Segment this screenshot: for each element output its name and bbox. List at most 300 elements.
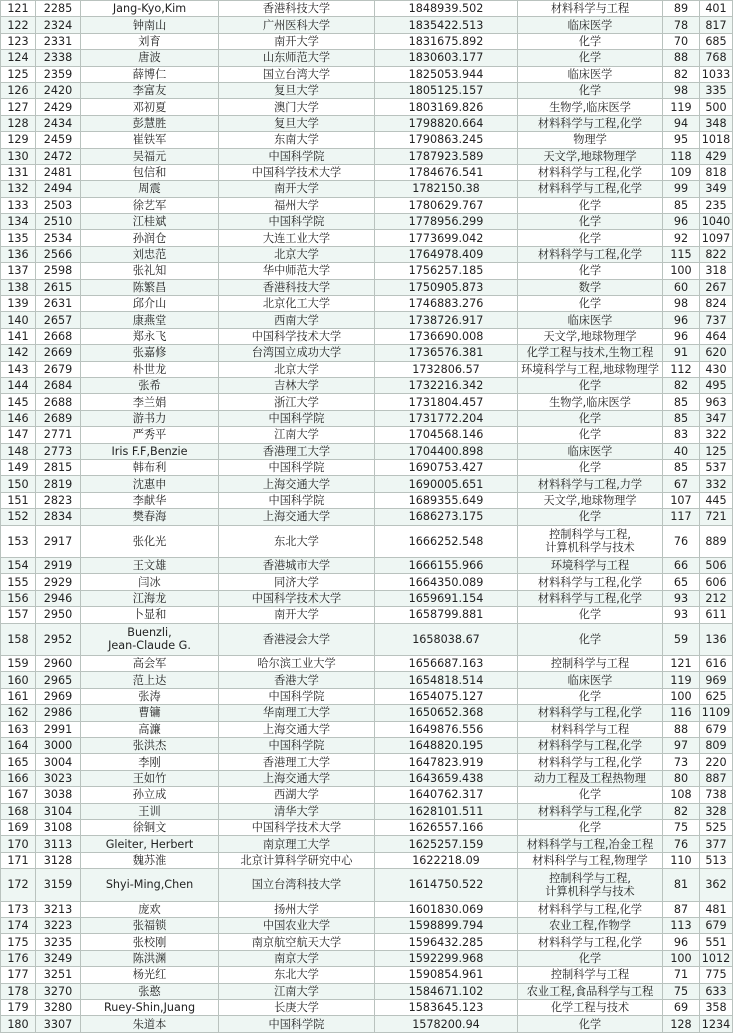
value-b-cell: 401 bbox=[700, 1, 733, 17]
score-cell: 1650652.368 bbox=[375, 705, 518, 721]
rank-cell: 144 bbox=[1, 377, 36, 393]
table-row bbox=[1, 263, 733, 279]
id-cell: 2679 bbox=[36, 361, 81, 377]
table-row bbox=[1, 999, 733, 1015]
value-a-cell: 96 bbox=[663, 312, 700, 328]
value-a-cell: 100 bbox=[663, 263, 700, 279]
id-cell: 3223 bbox=[36, 918, 81, 934]
institution-cell: 江南大学 bbox=[219, 983, 375, 999]
name-cell: 高濂 bbox=[81, 721, 219, 737]
table-row bbox=[1, 918, 733, 934]
name-cell: 李献华 bbox=[81, 492, 219, 508]
value-b-cell: 430 bbox=[700, 361, 733, 377]
table-row bbox=[1, 246, 733, 262]
table-row bbox=[1, 410, 733, 426]
id-cell: 2815 bbox=[36, 459, 81, 475]
name-cell: 徐铜文 bbox=[81, 819, 219, 835]
value-a-cell: 85 bbox=[663, 459, 700, 475]
value-b-cell: 506 bbox=[700, 558, 733, 574]
rank-cell: 136 bbox=[1, 246, 36, 262]
value-b-cell: 348 bbox=[700, 115, 733, 131]
name-cell: 樊春海 bbox=[81, 509, 219, 525]
value-a-cell: 98 bbox=[663, 296, 700, 312]
score-cell: 1658799.881 bbox=[375, 607, 518, 623]
value-a-cell: 65 bbox=[663, 574, 700, 590]
field-cell: 材料科学与工程 bbox=[518, 721, 663, 737]
name-cell: 张嘉修 bbox=[81, 345, 219, 361]
rank-cell: 175 bbox=[1, 934, 36, 950]
id-cell: 3235 bbox=[36, 934, 81, 950]
score-cell: 1746883.276 bbox=[375, 296, 518, 312]
rank-cell: 126 bbox=[1, 82, 36, 98]
field-cell: 环境科学与工程 bbox=[518, 558, 663, 574]
field-cell: 化学 bbox=[518, 509, 663, 525]
institution-cell: 复旦大学 bbox=[219, 115, 375, 131]
institution-cell: 上海交通大学 bbox=[219, 476, 375, 492]
value-a-cell: 96 bbox=[663, 934, 700, 950]
score-cell: 1848939.502 bbox=[375, 1, 518, 17]
score-cell: 1648820.195 bbox=[375, 738, 518, 754]
value-b-cell: 335 bbox=[700, 82, 733, 98]
institution-cell: 广州医科大学 bbox=[219, 17, 375, 33]
value-a-cell: 40 bbox=[663, 443, 700, 459]
field-cell: 物理学 bbox=[518, 132, 663, 148]
field-cell: 控制科学与工程 bbox=[518, 656, 663, 672]
table-row bbox=[1, 738, 733, 754]
field-cell: 化学工程与技术,生物工程 bbox=[518, 345, 663, 361]
id-cell: 2429 bbox=[36, 99, 81, 115]
value-b-cell: 963 bbox=[700, 394, 733, 410]
score-cell: 1654818.514 bbox=[375, 672, 518, 688]
name-cell: 郑永飞 bbox=[81, 328, 219, 344]
field-cell: 化学 bbox=[518, 787, 663, 803]
value-b-cell: 125 bbox=[700, 443, 733, 459]
score-cell: 1756257.185 bbox=[375, 263, 518, 279]
id-cell: 2969 bbox=[36, 688, 81, 704]
value-a-cell: 117 bbox=[663, 509, 700, 525]
rank-cell: 128 bbox=[1, 115, 36, 131]
score-cell: 1778956.299 bbox=[375, 214, 518, 230]
name-cell: 王文雄 bbox=[81, 558, 219, 574]
score-cell: 1659691.154 bbox=[375, 590, 518, 606]
field-cell: 化学 bbox=[518, 427, 663, 443]
value-a-cell: 121 bbox=[663, 656, 700, 672]
value-b-cell: 322 bbox=[700, 427, 733, 443]
score-cell: 1686273.175 bbox=[375, 509, 518, 525]
table-row bbox=[1, 770, 733, 786]
value-b-cell: 513 bbox=[700, 852, 733, 868]
institution-cell: 同济大学 bbox=[219, 574, 375, 590]
institution-cell: 山东师范大学 bbox=[219, 50, 375, 66]
institution-cell: 南开大学 bbox=[219, 33, 375, 49]
value-a-cell: 67 bbox=[663, 476, 700, 492]
value-b-cell: 611 bbox=[700, 607, 733, 623]
table-row bbox=[1, 623, 733, 656]
rank-cell: 176 bbox=[1, 950, 36, 966]
rank-cell: 133 bbox=[1, 197, 36, 213]
id-cell: 2689 bbox=[36, 410, 81, 426]
rank-cell: 177 bbox=[1, 967, 36, 983]
value-b-cell: 349 bbox=[700, 181, 733, 197]
id-cell: 2950 bbox=[36, 607, 81, 623]
institution-cell: 复旦大学 bbox=[219, 82, 375, 98]
table-row bbox=[1, 17, 733, 33]
rank-cell: 160 bbox=[1, 672, 36, 688]
score-cell: 1805125.157 bbox=[375, 82, 518, 98]
id-cell: 2991 bbox=[36, 721, 81, 737]
table-row bbox=[1, 115, 733, 131]
score-cell: 1658038.67 bbox=[375, 623, 518, 656]
value-a-cell: 85 bbox=[663, 197, 700, 213]
value-b-cell: 445 bbox=[700, 492, 733, 508]
institution-cell: 香港浸会大学 bbox=[219, 623, 375, 656]
institution-cell: 中国科学院 bbox=[219, 410, 375, 426]
institution-cell: 上海交通大学 bbox=[219, 721, 375, 737]
table-row bbox=[1, 950, 733, 966]
name-cell: 韩布利 bbox=[81, 459, 219, 475]
score-cell: 1625257.159 bbox=[375, 836, 518, 852]
value-a-cell: 128 bbox=[663, 1016, 700, 1032]
table-row bbox=[1, 705, 733, 721]
rank-cell: 139 bbox=[1, 296, 36, 312]
rank-cell: 179 bbox=[1, 999, 36, 1015]
table-row bbox=[1, 50, 733, 66]
score-cell: 1601830.069 bbox=[375, 901, 518, 917]
institution-cell: 中国科学技术大学 bbox=[219, 590, 375, 606]
field-cell: 化学工程与技术 bbox=[518, 999, 663, 1015]
rank-cell: 142 bbox=[1, 345, 36, 361]
rank-cell: 155 bbox=[1, 574, 36, 590]
rank-cell: 173 bbox=[1, 901, 36, 917]
value-b-cell: 768 bbox=[700, 50, 733, 66]
field-cell: 材料科学与工程,化学 bbox=[518, 246, 663, 262]
id-cell: 2615 bbox=[36, 279, 81, 295]
id-cell: 2503 bbox=[36, 197, 81, 213]
name-cell: 高会军 bbox=[81, 656, 219, 672]
score-cell: 1664350.089 bbox=[375, 574, 518, 590]
name-cell: 朴世龙 bbox=[81, 361, 219, 377]
id-cell: 2669 bbox=[36, 345, 81, 361]
table-row bbox=[1, 296, 733, 312]
value-b-cell: 889 bbox=[700, 525, 733, 558]
institution-cell: 大连工业大学 bbox=[219, 230, 375, 246]
institution-cell: 香港理工大学 bbox=[219, 754, 375, 770]
id-cell: 3108 bbox=[36, 819, 81, 835]
institution-cell: 中国科学院 bbox=[219, 1016, 375, 1032]
value-a-cell: 59 bbox=[663, 623, 700, 656]
name-cell: 张洪杰 bbox=[81, 738, 219, 754]
value-b-cell: 358 bbox=[700, 999, 733, 1015]
id-cell: 3159 bbox=[36, 869, 81, 902]
field-cell: 材料科学与工程,化学 bbox=[518, 590, 663, 606]
value-a-cell: 80 bbox=[663, 770, 700, 786]
id-cell: 2929 bbox=[36, 574, 81, 590]
name-cell: 江桂斌 bbox=[81, 214, 219, 230]
field-cell: 临床医学 bbox=[518, 66, 663, 82]
field-cell: 控制科学与工程, 计算机科学与技术 bbox=[518, 869, 663, 902]
value-a-cell: 75 bbox=[663, 983, 700, 999]
score-cell: 1666155.966 bbox=[375, 558, 518, 574]
name-cell: 孙润仓 bbox=[81, 230, 219, 246]
name-cell: 魏苏淮 bbox=[81, 852, 219, 868]
field-cell: 材料科学与工程,化学 bbox=[518, 738, 663, 754]
value-a-cell: 81 bbox=[663, 869, 700, 902]
field-cell: 农业工程,作物学 bbox=[518, 918, 663, 934]
institution-cell: 吉林大学 bbox=[219, 377, 375, 393]
name-cell: 王如竹 bbox=[81, 770, 219, 786]
value-b-cell: 775 bbox=[700, 967, 733, 983]
id-cell: 2688 bbox=[36, 394, 81, 410]
table-row bbox=[1, 279, 733, 295]
table-row bbox=[1, 66, 733, 82]
value-a-cell: 78 bbox=[663, 17, 700, 33]
rank-cell: 158 bbox=[1, 623, 36, 656]
table-row bbox=[1, 934, 733, 950]
rank-cell: 137 bbox=[1, 263, 36, 279]
field-cell: 化学 bbox=[518, 214, 663, 230]
table-row bbox=[1, 590, 733, 606]
field-cell: 化学 bbox=[518, 459, 663, 475]
name-cell: 康燕堂 bbox=[81, 312, 219, 328]
table-row bbox=[1, 197, 733, 213]
institution-cell: 香港大学 bbox=[219, 672, 375, 688]
name-cell: Jang-Kyo,Kim bbox=[81, 1, 219, 17]
id-cell: 2917 bbox=[36, 525, 81, 558]
value-b-cell: 737 bbox=[700, 312, 733, 328]
value-b-cell: 1109 bbox=[700, 705, 733, 721]
institution-cell: 哈尔滨工业大学 bbox=[219, 656, 375, 672]
field-cell: 材料科学与工程,化学 bbox=[518, 115, 663, 131]
score-cell: 1690753.427 bbox=[375, 459, 518, 475]
value-b-cell: 495 bbox=[700, 377, 733, 393]
value-b-cell: 318 bbox=[700, 263, 733, 279]
score-cell: 1647823.919 bbox=[375, 754, 518, 770]
institution-cell: 中国科学院 bbox=[219, 492, 375, 508]
field-cell: 化学 bbox=[518, 377, 663, 393]
name-cell: 张福锁 bbox=[81, 918, 219, 934]
value-a-cell: 85 bbox=[663, 410, 700, 426]
value-a-cell: 89 bbox=[663, 1, 700, 17]
table-row bbox=[1, 574, 733, 590]
value-a-cell: 69 bbox=[663, 999, 700, 1015]
id-cell: 2965 bbox=[36, 672, 81, 688]
field-cell: 临床医学 bbox=[518, 672, 663, 688]
name-cell: 刘育 bbox=[81, 33, 219, 49]
value-a-cell: 95 bbox=[663, 132, 700, 148]
rank-cell: 167 bbox=[1, 787, 36, 803]
score-cell: 1764978.409 bbox=[375, 246, 518, 262]
id-cell: 2773 bbox=[36, 443, 81, 459]
value-a-cell: 66 bbox=[663, 558, 700, 574]
institution-cell: 上海交通大学 bbox=[219, 509, 375, 525]
id-cell: 2657 bbox=[36, 312, 81, 328]
value-b-cell: 809 bbox=[700, 738, 733, 754]
table-row bbox=[1, 328, 733, 344]
value-a-cell: 113 bbox=[663, 918, 700, 934]
name-cell: 王训 bbox=[81, 803, 219, 819]
rank-cell: 169 bbox=[1, 819, 36, 835]
id-cell: 3038 bbox=[36, 787, 81, 803]
id-cell: 2459 bbox=[36, 132, 81, 148]
field-cell: 化学 bbox=[518, 82, 663, 98]
institution-cell: 中国科学院 bbox=[219, 738, 375, 754]
rank-cell: 132 bbox=[1, 181, 36, 197]
table-row bbox=[1, 1, 733, 17]
score-cell: 1704568.146 bbox=[375, 427, 518, 443]
table-row bbox=[1, 82, 733, 98]
value-b-cell: 1012 bbox=[700, 950, 733, 966]
field-cell: 控制科学与工程, 计算机科学与技术 bbox=[518, 525, 663, 558]
institution-cell: 清华大学 bbox=[219, 803, 375, 819]
score-cell: 1773699.042 bbox=[375, 230, 518, 246]
table-row bbox=[1, 214, 733, 230]
name-cell: 张希 bbox=[81, 377, 219, 393]
score-cell: 1780629.767 bbox=[375, 197, 518, 213]
value-a-cell: 71 bbox=[663, 967, 700, 983]
name-cell: 范上达 bbox=[81, 672, 219, 688]
name-cell: 张校刚 bbox=[81, 934, 219, 950]
value-b-cell: 212 bbox=[700, 590, 733, 606]
institution-cell: 国立台湾大学 bbox=[219, 66, 375, 82]
value-b-cell: 633 bbox=[700, 983, 733, 999]
score-cell: 1731804.457 bbox=[375, 394, 518, 410]
field-cell: 生物学,临床医学 bbox=[518, 99, 663, 115]
value-a-cell: 82 bbox=[663, 803, 700, 819]
value-b-cell: 235 bbox=[700, 197, 733, 213]
institution-cell: 南开大学 bbox=[219, 607, 375, 623]
table-row bbox=[1, 787, 733, 803]
rank-cell: 149 bbox=[1, 459, 36, 475]
institution-cell: 南京航空航天大学 bbox=[219, 934, 375, 950]
value-a-cell: 118 bbox=[663, 148, 700, 164]
value-b-cell: 620 bbox=[700, 345, 733, 361]
value-a-cell: 107 bbox=[663, 492, 700, 508]
id-cell: 2771 bbox=[36, 427, 81, 443]
value-a-cell: 99 bbox=[663, 181, 700, 197]
field-cell: 化学 bbox=[518, 410, 663, 426]
score-cell: 1584671.102 bbox=[375, 983, 518, 999]
table-row bbox=[1, 558, 733, 574]
id-cell: 2434 bbox=[36, 115, 81, 131]
table-row bbox=[1, 148, 733, 164]
value-b-cell: 822 bbox=[700, 246, 733, 262]
name-cell: 李富友 bbox=[81, 82, 219, 98]
institution-cell: 香港科技大学 bbox=[219, 1, 375, 17]
table-row bbox=[1, 33, 733, 49]
value-b-cell: 362 bbox=[700, 869, 733, 902]
id-cell: 3113 bbox=[36, 836, 81, 852]
id-cell: 2338 bbox=[36, 50, 81, 66]
score-cell: 1628101.511 bbox=[375, 803, 518, 819]
name-cell: 朱道本 bbox=[81, 1016, 219, 1032]
score-cell: 1803169.826 bbox=[375, 99, 518, 115]
id-cell: 2823 bbox=[36, 492, 81, 508]
table-row bbox=[1, 656, 733, 672]
score-cell: 1704400.898 bbox=[375, 443, 518, 459]
table-row bbox=[1, 312, 733, 328]
name-cell: 包信和 bbox=[81, 164, 219, 180]
value-b-cell: 328 bbox=[700, 803, 733, 819]
value-a-cell: 119 bbox=[663, 672, 700, 688]
table-row bbox=[1, 99, 733, 115]
table-row bbox=[1, 803, 733, 819]
score-cell: 1825053.944 bbox=[375, 66, 518, 82]
value-a-cell: 75 bbox=[663, 819, 700, 835]
value-a-cell: 76 bbox=[663, 836, 700, 852]
value-a-cell: 70 bbox=[663, 33, 700, 49]
name-cell: 陈繁昌 bbox=[81, 279, 219, 295]
id-cell: 3307 bbox=[36, 1016, 81, 1032]
value-a-cell: 96 bbox=[663, 214, 700, 230]
value-b-cell: 429 bbox=[700, 148, 733, 164]
value-b-cell: 1018 bbox=[700, 132, 733, 148]
value-a-cell: 100 bbox=[663, 688, 700, 704]
score-cell: 1654075.127 bbox=[375, 688, 518, 704]
id-cell: 3000 bbox=[36, 738, 81, 754]
score-cell: 1736690.008 bbox=[375, 328, 518, 344]
table-row bbox=[1, 427, 733, 443]
field-cell: 临床医学 bbox=[518, 17, 663, 33]
field-cell: 材料科学与工程,化学 bbox=[518, 901, 663, 917]
rank-cell: 161 bbox=[1, 688, 36, 704]
rank-cell: 130 bbox=[1, 148, 36, 164]
institution-cell: 台湾国立成功大学 bbox=[219, 345, 375, 361]
score-cell: 1626557.166 bbox=[375, 819, 518, 835]
value-b-cell: 969 bbox=[700, 672, 733, 688]
score-cell: 1750905.873 bbox=[375, 279, 518, 295]
value-b-cell: 887 bbox=[700, 770, 733, 786]
name-cell: Ruey-Shin,Juang bbox=[81, 999, 219, 1015]
field-cell: 材料科学与工程,物理学 bbox=[518, 852, 663, 868]
name-cell: 邱介山 bbox=[81, 296, 219, 312]
value-b-cell: 347 bbox=[700, 410, 733, 426]
score-cell: 1656687.163 bbox=[375, 656, 518, 672]
rank-cell: 143 bbox=[1, 361, 36, 377]
field-cell: 材料科学与工程,化学 bbox=[518, 705, 663, 721]
table-row bbox=[1, 983, 733, 999]
field-cell: 材料科学与工程,化学 bbox=[518, 803, 663, 819]
rank-cell: 180 bbox=[1, 1016, 36, 1032]
table-row bbox=[1, 1016, 733, 1032]
score-cell: 1622218.09 bbox=[375, 852, 518, 868]
id-cell: 2534 bbox=[36, 230, 81, 246]
rank-cell: 146 bbox=[1, 410, 36, 426]
value-a-cell: 82 bbox=[663, 66, 700, 82]
table-row bbox=[1, 901, 733, 917]
rank-cell: 156 bbox=[1, 590, 36, 606]
table-row bbox=[1, 377, 733, 393]
field-cell: 化学 bbox=[518, 819, 663, 835]
field-cell: 材料科学与工程,冶金工程 bbox=[518, 836, 663, 852]
field-cell: 数学 bbox=[518, 279, 663, 295]
id-cell: 3023 bbox=[36, 770, 81, 786]
institution-cell: 西湖大学 bbox=[219, 787, 375, 803]
value-b-cell: 136 bbox=[700, 623, 733, 656]
institution-cell: 香港科技大学 bbox=[219, 279, 375, 295]
value-a-cell: 85 bbox=[663, 394, 700, 410]
value-b-cell: 551 bbox=[700, 934, 733, 950]
id-cell: 2331 bbox=[36, 33, 81, 49]
name-cell: 曹镛 bbox=[81, 705, 219, 721]
institution-cell: 中国科学技术大学 bbox=[219, 819, 375, 835]
field-cell: 材料科学与工程,化学 bbox=[518, 754, 663, 770]
table-row bbox=[1, 230, 733, 246]
field-cell: 环境科学与工程,地球物理学 bbox=[518, 361, 663, 377]
institution-cell: 东北大学 bbox=[219, 525, 375, 558]
rank-cell: 153 bbox=[1, 525, 36, 558]
value-a-cell: 98 bbox=[663, 82, 700, 98]
value-b-cell: 818 bbox=[700, 164, 733, 180]
